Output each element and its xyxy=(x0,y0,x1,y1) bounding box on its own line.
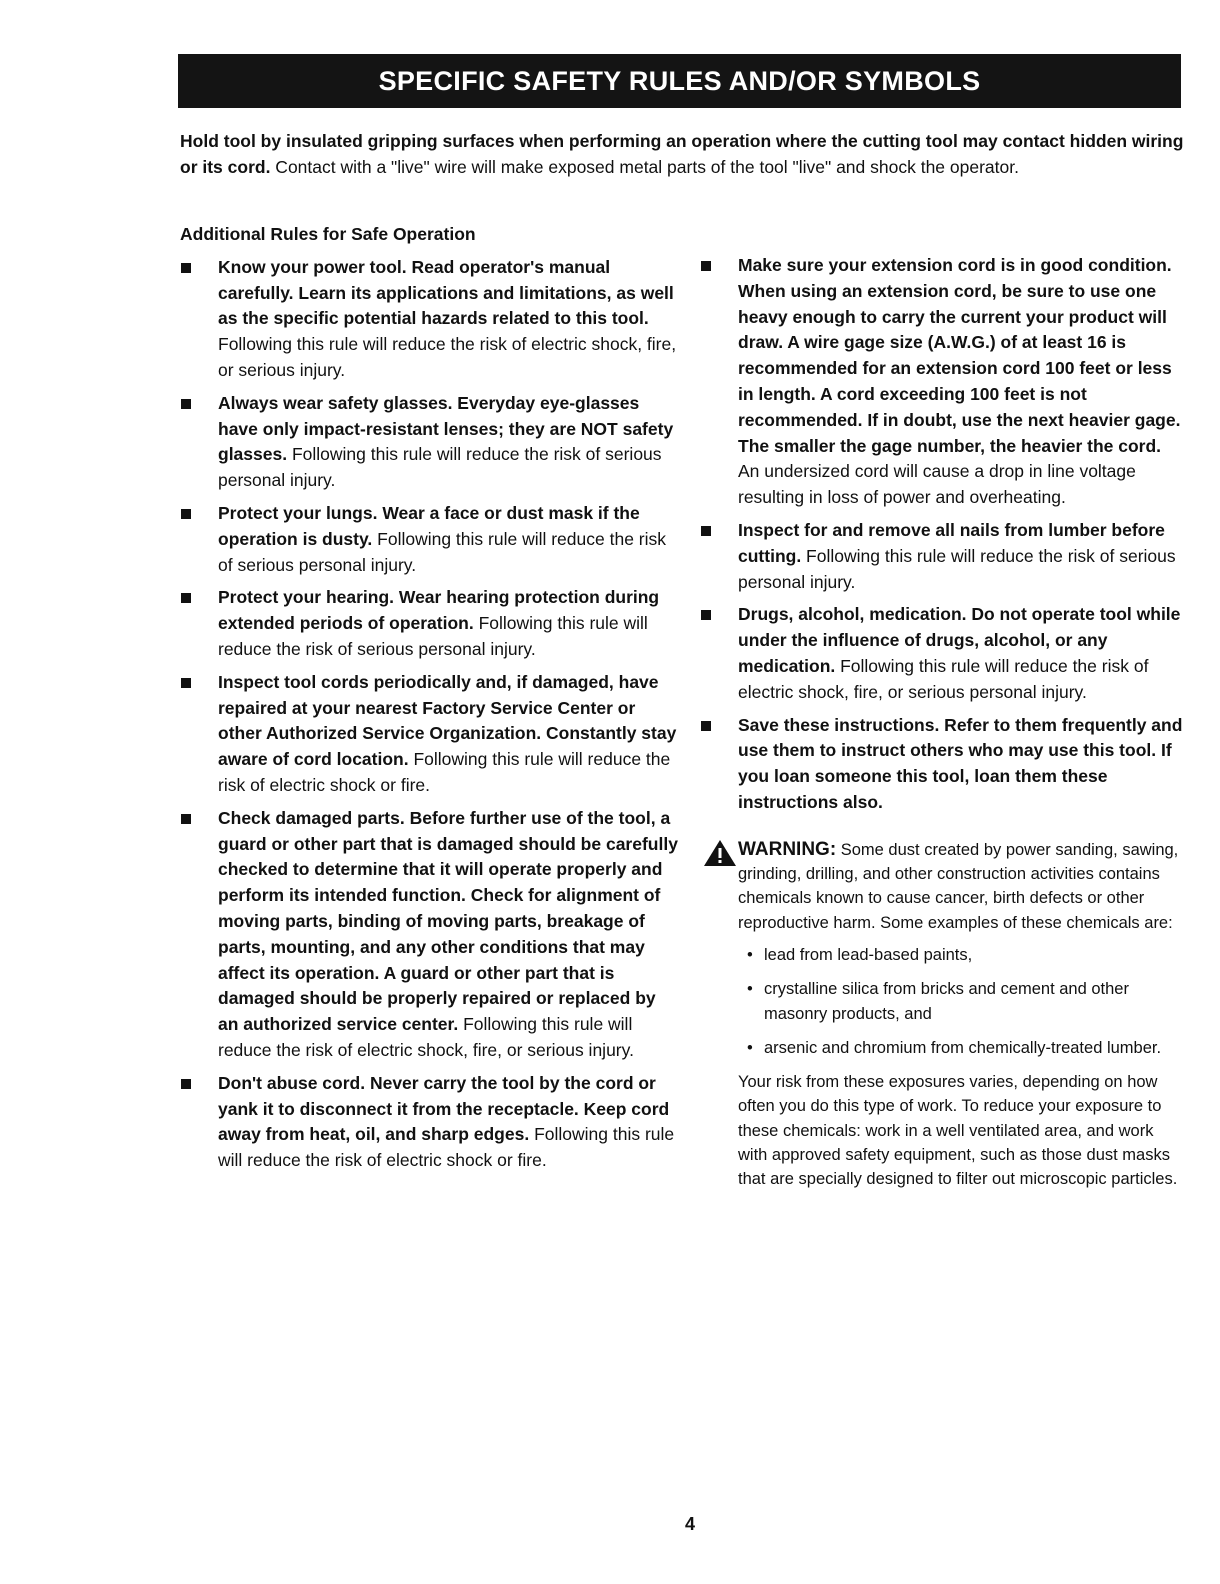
square-bullet-icon xyxy=(701,261,711,271)
square-bullet-icon xyxy=(181,263,191,273)
rule-item xyxy=(700,518,1185,595)
section-title-banner xyxy=(178,54,1181,108)
rule-item xyxy=(180,501,680,578)
list-item xyxy=(738,1036,1185,1060)
rule-bold: Know your power tool. Read operator's manual carefully. Learn its applications and limitations, as well as the specific potential hazards related to this tool. xyxy=(218,256,674,329)
dot-bullet-icon: • xyxy=(747,980,753,999)
warning-title: WARNING: xyxy=(738,838,837,860)
square-bullet-icon xyxy=(181,678,191,688)
warning-text: Some dust created by power sanding, sawing, grinding, drilling, and other construction activities contains chemicals known to cause cancer, birth defects or other reproductive harm. Some examples of these chemicals are: xyxy=(738,840,1179,932)
rule-item xyxy=(180,670,680,799)
rule-text: Following this rule will reduce the risk of serious personal injury. xyxy=(218,528,667,575)
list-item-text: lead from lead-based paints, xyxy=(764,945,973,964)
rule-bold: Protect your lungs. Wear a face or dust mask if the operation is dusty. xyxy=(218,502,640,549)
intro-paragraph xyxy=(180,128,1185,180)
left-rules-list xyxy=(180,255,680,1174)
warning-paragraph xyxy=(738,838,1185,935)
list-item-text: crystalline silica from bricks and cement and other masonry products, and xyxy=(764,980,1129,1023)
dot-bullet-icon: • xyxy=(747,945,753,964)
rule-bold: Don't abuse cord. Never carry the tool by the cord or yank it to disconnect it from the receptacle. Keep cord away from heat, oil, and sharp edges. xyxy=(218,1072,670,1145)
rule-text: Following this rule will reduce the risk of electric shock, fire, or serious personal injury. xyxy=(738,655,1149,702)
list-item xyxy=(738,977,1185,1026)
rule-bold: Check damaged parts. Before further use of the tool, a guard or other part that is damaged should be carefully checked to determine that it will operate properly and perform its intended function. Check for alignment of moving parts, binding of moving parts, breakage of parts, mounting, and any other conditions that may affect its operation. A guard or other part that is damaged should be properly repaired or replaced by an authorized service center. xyxy=(218,807,678,1035)
right-column xyxy=(700,253,1185,1192)
list-item-text: arsenic and chromium from chemically-treated lumber. xyxy=(764,1038,1162,1057)
rule-item xyxy=(700,713,1185,816)
rule-bold: Always wear safety glasses. Everyday eye-glasses have only impact-resistant lenses; they are NOT safety glasses. xyxy=(218,392,674,465)
rule-bold: Inspect tool cords periodically and, if damaged, have repaired at your nearest Factory Service Center or other Authorized Service Organization. Constantly stay aware of cord location. xyxy=(218,671,677,770)
list-item xyxy=(738,943,1185,967)
square-bullet-icon xyxy=(181,399,191,409)
rule-text: Following this rule will reduce the risk of serious personal injury. xyxy=(218,444,662,491)
rule-text: Following this rule will reduce the risk of serious personal injury. xyxy=(218,613,648,659)
rule-text: Following this rule will reduce the risk of electric shock or fire. xyxy=(218,1124,675,1171)
rule-text: Following this rule will reduce the risk of serious personal injury. xyxy=(738,545,1176,592)
dot-bullet-icon: • xyxy=(747,1038,753,1057)
square-bullet-icon xyxy=(181,593,191,603)
rule-item xyxy=(180,585,680,662)
intro-bold: Hold tool by insulated gripping surfaces when performing an operation where the cutting tool may contact hidden wiring or its cord. xyxy=(180,131,1184,177)
square-bullet-icon xyxy=(701,526,711,536)
square-bullet-icon xyxy=(181,509,191,519)
square-bullet-icon xyxy=(701,721,711,731)
left-column xyxy=(180,222,680,1181)
warning-block xyxy=(700,838,1185,1192)
square-bullet-icon xyxy=(701,610,711,620)
rule-item xyxy=(180,255,680,384)
rule-bold: Make sure your extension cord is in good condition. When using an extension cord, be sure to use one heavy enough to carry the current your product will draw. A wire gage size (A.W.G.) of at least 16 is recommended for an extension cord 100 feet or less in length. A cord exceeding 100 feet is not recommended. If in doubt, use the next heavier gage. The smaller the gage number, the heavier the cord. xyxy=(738,255,1181,456)
warning-closing: Your risk from these exposures varies, depending on how often you do this type of work. To reduce your exposure to these chemicals: work in a well ventilated area, and work with approved safety equipment, such as those dust masks that are specially designed to filter out microscopic particles. xyxy=(738,1073,1178,1189)
rule-item xyxy=(700,253,1185,511)
subheading: Additional Rules for Safe Operation xyxy=(180,224,476,244)
page-number: 4 xyxy=(684,1514,695,1534)
section-title: SPECIFIC SAFETY RULES AND/OR SYMBOLS xyxy=(378,65,981,96)
rule-item xyxy=(180,806,680,1064)
warning-triangle-icon xyxy=(703,839,737,867)
rule-item xyxy=(180,1071,680,1174)
rule-bold: Save these instructions. Refer to them frequently and use them to instruct others who may use this tool. If you loan someone this tool, loan them these instructions also. xyxy=(738,714,1183,812)
rule-text: An undersized cord will cause a drop in line voltage resulting in loss of power and overheating. xyxy=(738,461,1136,508)
rule-item xyxy=(700,602,1185,705)
rule-item xyxy=(180,391,680,494)
rule-bold: Inspect for and remove all nails from lumber before cutting. xyxy=(738,519,1165,566)
warning-bullet-list xyxy=(738,943,1185,1060)
rule-text: Following this rule will reduce the risk of electric shock, fire, or serious injury. xyxy=(218,334,677,380)
right-rules-list xyxy=(700,253,1185,816)
square-bullet-icon xyxy=(181,1079,191,1089)
rule-bold: Drugs, alcohol, medication. Do not operate tool while under the influence of drugs, alcohol, or any medication. xyxy=(738,604,1181,676)
intro-text: Contact with a "live" wire will make exposed metal parts of the tool "live" and shock the operator. xyxy=(270,157,1019,177)
square-bullet-icon xyxy=(181,814,191,824)
rule-bold: Protect your hearing. Wear hearing protection during extended periods of operation. xyxy=(218,587,660,634)
rule-text: Following this rule will reduce the risk of electric shock, fire, or serious injury. xyxy=(218,1014,634,1060)
rule-text: Following this rule will reduce the risk of electric shock or fire. xyxy=(218,749,671,795)
